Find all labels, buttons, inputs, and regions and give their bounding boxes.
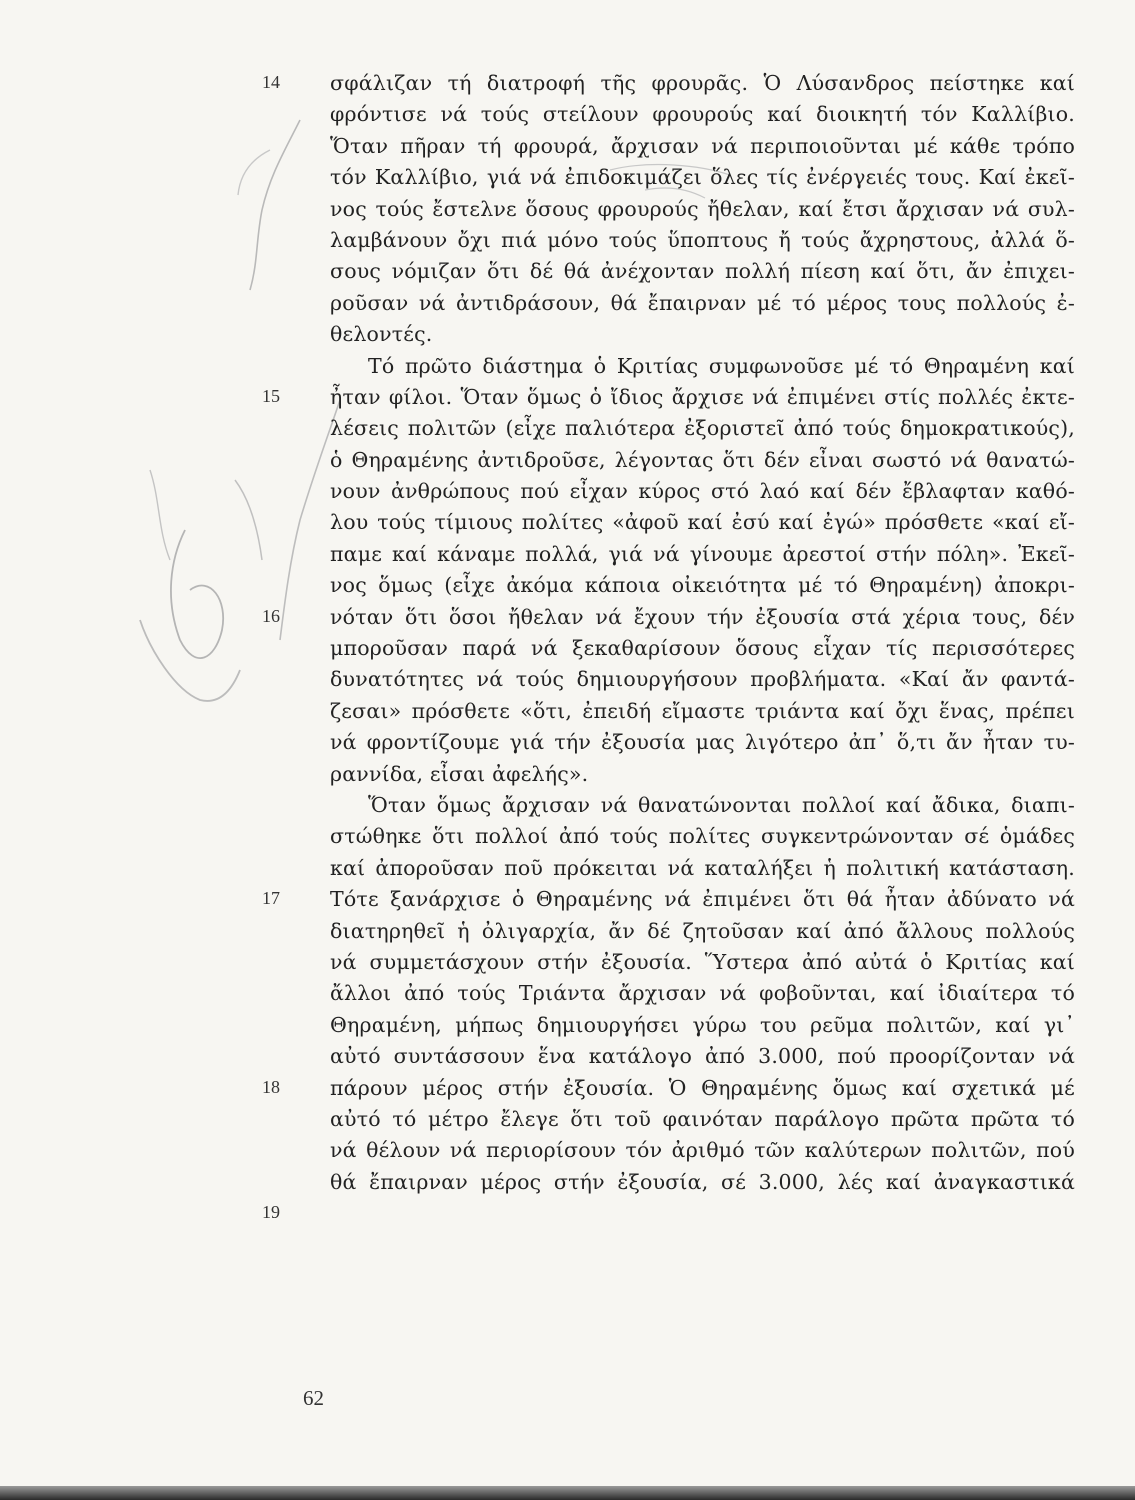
text-line: καί ἀποροῦσαν ποῦ πρόκειται νά καταλήξει ἡ πολιτική κατάσταση. [330,855,1075,880]
section-number: 18 [262,1076,280,1097]
section-number: 14 [262,72,280,92]
page-number: 62 [303,1386,324,1410]
text-line: τόν Καλλίβιο, γιά νά ἐπιδοκιμάζει ὅλες τίς ἐνέργειές τους. Καί ἐκεῖ- [330,165,1075,190]
section-number: 16 [262,605,280,626]
text-line: ζεσαι» πρόσθετε «ὅτι, ἐπειδή εἴμαστε τριάντα καί ὄχι ἕνας, πρέπει [330,698,1075,723]
body-text [330,68,1075,1198]
text-line: λου τούς τίμιους πολίτες «ἀφοῦ καί ἐσύ καί ἐγώ» πρόσθετε «καί εἴ- [330,510,1075,535]
text-line: νά θέλουν νά περιορίσουν τόν ἀριθμό τῶν καλύτερων πολιτῶν, πού [330,1138,1075,1163]
text-line: μποροῦσαν παρά νά ξεκαθαρίσουν ὅσους εἶχαν τίς περισσότερες [330,636,1075,661]
text-line: λέσεις πολιτῶν (εἶχε παλιότερα ἐξοριστεῖ ἀπό τούς δημοκρατικούς), [330,416,1075,441]
text-line: παμε καί κάναμε πολλά, γιά νά γίνουμε ἀρεστοί στήν πόλη». Ἐκεῖ- [330,541,1075,566]
text-line: νά συμμετάσχουν στήν ἐξουσία. Ὕστερα ἀπό αὐτά ὁ Κριτίας καί [330,949,1075,974]
text-line: ροῦσαν νά ἀντιδράσουν, θά ἔπαιρναν μέ τό μέρος τους πολλούς ἐ- [330,290,1075,315]
pencil-stroke [140,620,240,701]
pencil-stroke [238,150,270,195]
text-line: πάρουν μέρος στήν ἐξουσία. Ὁ Θηραμένης ὅμως καί σχετικά μέ [330,1075,1075,1100]
text-line: δυνατότητες νά τούς δημιουργήσουν προβλήματα. «Καί ἄν φαντά- [330,667,1075,692]
text-line: Τό πρῶτο διάστημα ὁ Κριτίας συμφωνοῦσε μέ τό Θηραμένη καί [368,353,1075,378]
text-line: αὐτό συντάσσουν ἕνα κατάλογο ἀπό 3.000, πού προορίζονταν νά [330,1044,1075,1069]
text-line: φρόντισε νά τούς στείλουν φρουρούς καί διοικητή τόν Καλλίβιο. [330,102,1075,127]
text-line: ἄλλοι ἀπό τούς Τριάντα ἄρχισαν νά φοβοῦνται, καί ἰδιαίτερα τό [330,981,1075,1006]
section-number: 15 [262,386,280,406]
text-line: αὐτό τό μέτρο ἔλεγε ὅτι τοῦ φαινόταν παράλογο πρῶτα πρῶτα τό [330,1106,1075,1131]
text-line: νουν ἀνθρώπους πού εἶχαν κύρος στό λαό καί δέν ἔβλαφταν καθό- [330,479,1075,504]
scan-bottom-edge [0,1486,1135,1500]
text-line: Τότε ξανάρχισε ὁ Θηραμένης νά ἐπιμένει ὅτι θά ἦταν ἀδύνατο νά [330,887,1075,912]
pencil-stroke [150,470,170,560]
text-line: σφάλιζαν τή διατροφή τῆς φρουρᾶς. Ὁ Λύσανδρος πείστηκε καί [330,71,1075,95]
pencil-stroke [171,530,223,658]
text-line: νος τούς ἔστελνε ὅσους φρουρούς ἤθελαν, καί ἔτσι ἄρχισαν νά συλ- [330,196,1075,221]
pencil-stroke [235,480,262,560]
text-line: νόταν ὅτι ὅσοι ἤθελαν νά ἔχουν τήν ἐξουσία στά χέρια τους, δέν [330,604,1075,629]
text-line: θελοντές. [330,322,433,347]
section-number: 17 [262,888,280,909]
text-line: σους νόμιζαν ὅτι δέ θά ἀνέχονταν πολλή πίεση καί ὅτι, ἄν ἐπιχει- [330,259,1075,284]
text-line: λαμβάνουν ὄχι πιά μόνο τούς ὕποπτους ἤ τούς ἄχρηστους, ἀλλά ὅ- [330,227,1075,252]
text-line: Ὅταν ὅμως ἄρχισαν νά θανατώνονται πολλοί καί ἄδικα, διαπι- [368,792,1075,817]
text-line: Θηραμένη, μήπως δημιουργήσει γύρω του ρεῦμα πολιτῶν, καί γι᾽ [330,1012,1075,1037]
text-line: διατηρηθεῖ ἡ ὀλιγαρχία, ἄν δέ ζητοῦσαν καί ἀπό ἄλλους πολλούς [330,918,1075,943]
text-line: ὁ Θηραμένης ἀντιδροῦσε, λέγοντας ὅτι δέν εἶναι σωστό νά θανατώ- [330,447,1075,472]
text-line: στώθηκε ὅτι πολλοί ἀπό τούς πολίτες συγκεντρώνονταν σέ ὁμάδες [330,824,1075,849]
section-number: 19 [262,1202,280,1223]
text-line: νά φροντίζουμε γιά τήν ἐξουσία μας λιγότερο ἀπ᾽ ὅ,τι ἄν ἦταν τυ- [330,730,1075,755]
pencil-stroke [250,120,300,290]
text-line: ἦταν φίλοι. Ὅταν ὅμως ὁ ἴδιος ἄρχισε νά ἐπιμένει στίς πολλές ἐκτε- [330,384,1075,409]
text-line: ραννίδα, εἶσαι ἀφελής». [330,761,589,786]
text-line: νος ὅμως (εἶχε ἀκόμα κάποια οἰκειότητα μέ τό Θηραμένη) ἀποκρι- [330,573,1075,598]
text-line: Ὅταν πῆραν τή φρουρά, ἄρχισαν νά περιποιοῦνται μέ κάθε τρόπο [330,133,1075,158]
text-line: θά ἔπαιρναν μέρος στήν ἐξουσία, σέ 3.000, λές καί ἀναγκαστικά [330,1169,1075,1194]
